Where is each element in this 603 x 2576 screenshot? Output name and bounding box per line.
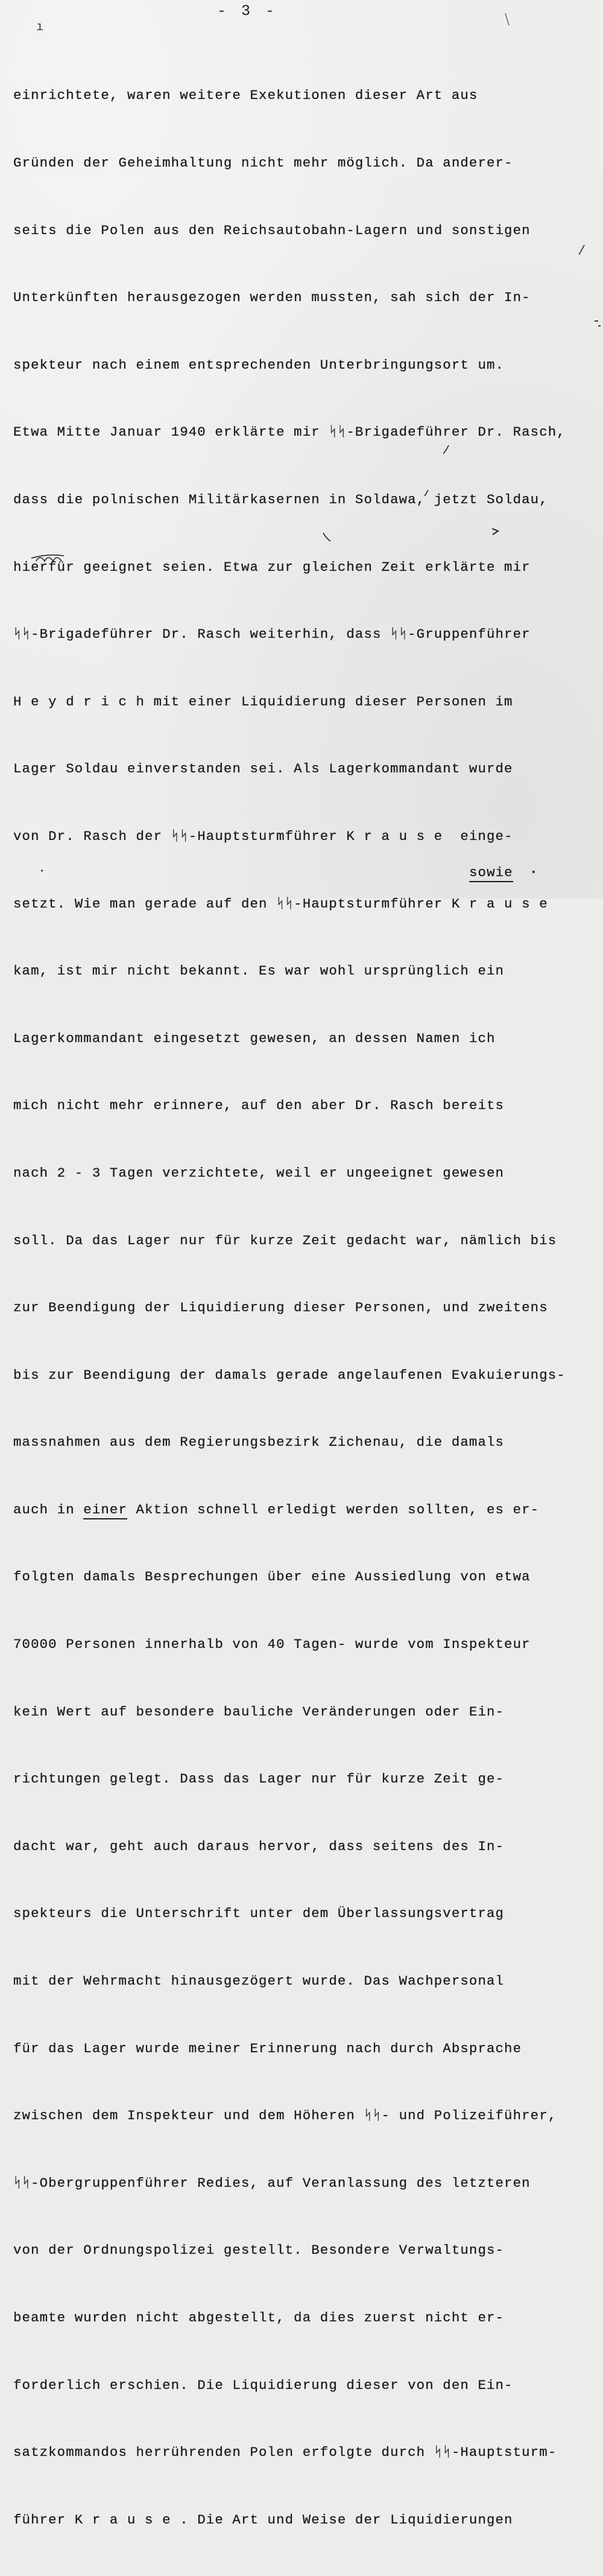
text-line: H e y d r i c h mit einer Liquidierung dieser Personen im (13, 693, 513, 710)
text-line: dass die polnischen Militärkasernen in Soldawa, jetzt Soldau, (13, 491, 548, 507)
text-line: Lager Soldau einverstanden sei. Als Lagerkommandant wurde (13, 761, 513, 777)
catchword: sowie (469, 865, 513, 882)
text-line-underlined (13, 1499, 592, 1521)
text-line: für das Lager wurde meiner Erinnerung nach durch Absprache (13, 2040, 522, 2056)
text-line: Unterkünften herausgezogen werden mussten, sah sich der In- (13, 290, 531, 306)
text-line: von der Ordnungspolizei gestellt. Besondere Verwaltungs- (13, 2242, 505, 2259)
text-line: bis zur Beendigung der damals gerade angelaufenen Evakuierungs- (13, 1367, 566, 1383)
text-line: spekteurs die Unterschrift unter dem Überlassungsvertrag (13, 1906, 505, 1922)
text-line: kam, ist mir nicht bekannt. Es war wohl ursprünglich ein (13, 963, 505, 979)
text-line: setzt. Wie man gerade auf den ᛋᛋ-Hauptsturmführer K r a u s e (13, 895, 548, 912)
text-line: Lagerkommandant eingesetzt gewesen, an dessen Namen ich (13, 1030, 496, 1046)
text-line: massnahmen aus dem Regierungsbezirk Zichenau, die damals (13, 1434, 505, 1451)
text-line: zwischen dem Inspekteur und dem Höheren ᛋᛋ- und Polizeiführer, (13, 2108, 557, 2124)
body-text (13, 40, 592, 2576)
text-line: ᛋᛋ-Obergruppenführer Redies, auf Veranlassung des letzteren (13, 2175, 531, 2191)
text-line: Etwa Mitte Januar 1940 erklärte mir ᛋᛋ-Brigadeführer Dr. Rasch, (13, 424, 566, 440)
text-line: mich nicht mehr erinnere, auf den aber Dr. Rasch bereits (13, 1098, 505, 1114)
text-line: Gründen der Geheimhaltung nicht mehr möglich. Da anderer- (13, 155, 513, 171)
text-line: kein Wert auf besondere bauliche Veränderungen oder Ein- (13, 1703, 505, 1720)
text-line: hierfür geeignet seien. Etwa zur gleichen Zeit erklärte mir (13, 559, 531, 575)
text-line: satzkommandos herrührenden Polen erfolgte durch ᛋᛋ-Hauptsturm- (13, 2444, 557, 2461)
text-line: soll. Da das Lager nur für kurze Zeit gedacht war, nämlich bis (13, 1232, 557, 1248)
text-line: nach 2 - 3 Tagen verzichtete, weil er ungeeignet gewesen (13, 1165, 505, 1181)
text-line: zur Beendigung der Liquidierung dieser Personen, und zweitens (13, 1300, 548, 1316)
margin-mark: • (531, 867, 537, 878)
text-segment: auch in (13, 1501, 84, 1518)
text-line: beamte wurden nicht abgestellt, da dies zuerst nicht er- (13, 2310, 505, 2326)
underlined-word: einer (83, 1502, 127, 1519)
page-number: - 3 - (217, 2, 278, 20)
text-segment: Aktion schnell erledigt werden sollten, es er- (127, 1501, 540, 1518)
text-line: folgten damals Besprechungen über eine Aussiedlung von etwa (13, 1569, 531, 1585)
text-line: seits die Polen aus den Reichsautobahn-Lagern und sonstigen (13, 222, 531, 238)
text-line: richtungen gelegt. Dass das Lager nur für kurze Zeit ge- (13, 1771, 505, 1787)
text-line: forderlich erschien. Die Liquidierung dieser von den Ein- (13, 2377, 513, 2393)
text-line: spekteur nach einem entsprechenden Unterbringungsort um. (13, 357, 505, 373)
text-line: führer K r a u s e . Die Art und Weise der Liquidierungen (13, 2511, 513, 2528)
text-line: 70000 Personen innerhalb von 40 Tagen- wurde vom Inspekteur (13, 1636, 531, 1653)
text-line: von Dr. Rasch der ᛋᛋ-Hauptsturmführer K r a u s e einge- (13, 828, 513, 844)
margin-mark: ı (36, 21, 44, 34)
margin-mark: / (578, 244, 586, 259)
text-line: dacht war, geht auch daraus hervor, dass seitens des In- (13, 1838, 505, 1854)
text-line: ᛋᛋ-Brigadeführer Dr. Rasch weiterhin, dass ᛋᛋ-Gruppenführer (13, 626, 531, 643)
text-line: einrichtete, waren weitere Exekutionen dieser Art aus (13, 87, 478, 104)
margin-mark: • (40, 867, 45, 876)
text-line: mit der Wehrmacht hinausgezögert wurde. Das Wachpersonal (13, 1973, 505, 1989)
